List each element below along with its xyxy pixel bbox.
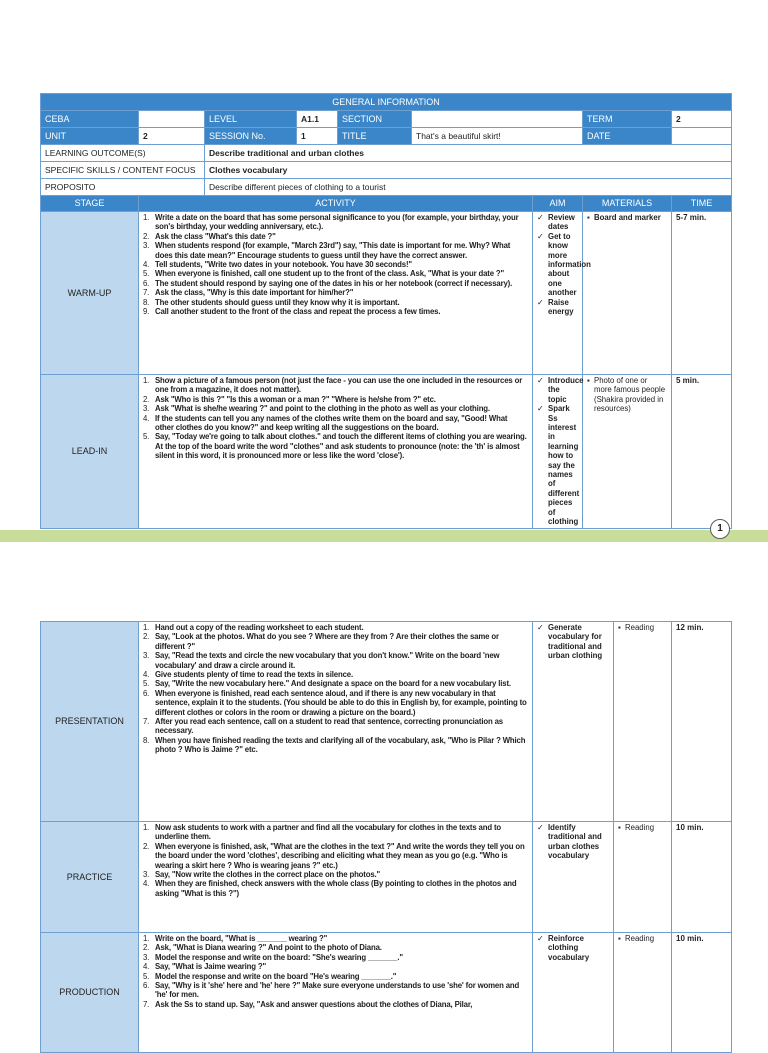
step-text: Say, "Now write the clothes in the correct place on the photos." — [155, 870, 381, 880]
activity-step — [143, 432, 528, 460]
activity-step — [143, 842, 528, 870]
bullet-icon: ▪ — [587, 376, 590, 385]
aim-cell — [533, 933, 614, 1053]
step-number: 4. — [143, 962, 150, 972]
step-number: 3. — [143, 870, 150, 880]
step-number: 1. — [143, 934, 150, 943]
step-number: 9. — [143, 307, 150, 317]
material-text: Reading — [625, 934, 655, 943]
aim-list — [537, 934, 609, 962]
time-value: 10 min. — [672, 933, 732, 1053]
aim-cell — [533, 822, 614, 933]
aim-text: Get to know more information about one another — [548, 231, 591, 298]
activity-step — [143, 670, 528, 679]
proposito-label: PROPOSITO — [41, 179, 205, 196]
step-text: Ask the class "What's this date ?" — [155, 231, 276, 241]
presentation-row — [41, 622, 732, 822]
step-text: Say, "Today we're going to talk about clothes." and touch the different items of clothing you are wearing. At the top of the board write the word "clothes" and ask students to pronounce (note: the 'th' is almost silent in this word, it is pronounced more or less like the word 'close'). — [155, 432, 527, 461]
check-mark-icon: ✓ — [537, 404, 544, 414]
activity-step — [143, 1000, 528, 1009]
aim-item — [537, 376, 584, 404]
step-number: 7. — [143, 717, 150, 727]
specific-skills-label: SPECIFIC SKILLS / CONTENT FOCUS — [41, 162, 205, 179]
activity-step — [143, 307, 528, 316]
materials-list — [587, 213, 667, 222]
materials-cell — [614, 822, 672, 933]
time-column-header: TIME — [672, 196, 732, 212]
step-text: Say, "Write the new vocabulary here." And designate a space on the board for a new vocabulary list. — [155, 679, 511, 689]
materials-cell — [614, 933, 672, 1053]
activity-step — [143, 934, 528, 943]
activity-cell — [139, 622, 533, 822]
material-item — [618, 934, 667, 943]
aim-item — [537, 213, 578, 232]
step-number: 4. — [143, 670, 150, 680]
step-text: Call another student to the front of the class and repeat the process a few times. — [155, 307, 441, 317]
page-number: 1 — [710, 519, 730, 539]
lesson-plan-table-page1 — [40, 93, 732, 529]
aim-item — [537, 623, 609, 661]
bullet-icon: ▪ — [618, 823, 621, 832]
aim-item — [537, 231, 591, 298]
ceba-label: CEBA — [41, 111, 139, 128]
activity-step — [143, 414, 528, 433]
aim-item — [537, 298, 578, 317]
section-value — [412, 111, 583, 128]
step-text: Write on the board, "What is _______ wearing ?" — [155, 934, 328, 943]
material-text: Reading — [625, 823, 655, 832]
time-value: 5 min. — [672, 375, 732, 529]
aim-cell — [533, 375, 583, 529]
activity-steps — [143, 934, 528, 1009]
activity-steps — [143, 376, 528, 461]
step-number: 5. — [143, 269, 150, 279]
step-text: Say, "Look at the photos. What do you see ? Where are they from ? Are their clothes the same or different ?" — [155, 632, 499, 651]
activity-step — [143, 679, 528, 688]
check-mark-icon: ✓ — [537, 213, 544, 222]
step-number: 8. — [143, 297, 150, 307]
step-number: 1. — [143, 623, 150, 632]
bullet-icon: ▪ — [618, 623, 621, 632]
step-text: Ask, "What is Diana wearing ?" And point to the photo of Diana. — [155, 943, 382, 953]
activity-step — [143, 823, 528, 842]
step-number: 8. — [143, 735, 150, 745]
step-number: 7. — [143, 999, 150, 1009]
aim-text: Raise energy — [548, 297, 574, 317]
activity-step — [143, 376, 528, 395]
step-text: Ask "Who is this ?" "Is this a woman or a man ?" "Where is he/she from ?" etc. — [155, 394, 436, 404]
aim-text: Spark Ss interest in learning how to say the names of different pieces of clothing — [548, 404, 580, 527]
level-value: A1.1 — [297, 111, 338, 128]
material-item — [618, 823, 667, 832]
aim-cell — [533, 212, 591, 375]
activity-step — [143, 943, 528, 952]
step-number: 5. — [143, 971, 150, 981]
materials-list — [618, 623, 667, 632]
step-text: After you read each sentence, call on a student to read that sentence, correcting pronunciation as necessary. — [155, 717, 503, 736]
step-text: When students respond (for example, "March 23rd") say, "This date is important for me. Why? What does this date mean?" Encourage students to guess until they have the correct answer. — [155, 241, 511, 260]
step-text: Write a date on the board that has some personal significance to you (for example, your birthday, your son's birthday, your wedding anniversary, etc.). — [155, 213, 519, 232]
step-number: 7. — [143, 288, 150, 298]
check-mark-icon: ✓ — [537, 934, 544, 943]
step-text: Tell students, "Write two dates in your notebook. You have 30 seconds!" — [155, 260, 412, 270]
check-mark-icon: ✓ — [537, 297, 544, 307]
step-number: 2. — [143, 231, 150, 241]
materials-cell — [583, 375, 672, 529]
level-label: LEVEL — [205, 111, 297, 128]
step-number: 4. — [143, 879, 150, 889]
step-text: If the students can tell you any names of the clothes write them on the board and say, "Good! What other clothes do you know?" and keep writing all the suggestions on the board. — [155, 413, 508, 433]
step-text: Show a picture of a famous person (not just the face - you can use the one included in the resources or one from a magazine, it does not matter). — [155, 376, 523, 395]
materials-column-header: MATERIALS — [583, 196, 672, 212]
step-number: 1. — [143, 823, 150, 832]
step-text: The student should respond by saying one of the dates in his or her notebook (correct if necessary). — [155, 278, 513, 288]
step-text: When they are finished, check answers with the whole class (By pointing to clothes in the photos and asking "What is this ?") — [155, 879, 517, 898]
aim-cell — [533, 622, 614, 822]
activity-step — [143, 269, 528, 278]
time-value: 10 min. — [672, 822, 732, 933]
activity-step — [143, 395, 528, 404]
activity-step — [143, 972, 528, 981]
aim-item — [537, 934, 609, 962]
step-text: When everyone is finished, call one student up to the front of the class. Ask, "What is your date ?" — [155, 269, 505, 279]
check-mark-icon: ✓ — [537, 376, 544, 385]
materials-cell — [614, 622, 672, 822]
aim-item — [537, 823, 609, 861]
check-mark-icon: ✓ — [537, 823, 544, 832]
footer-band — [0, 530, 768, 542]
activity-step — [143, 651, 528, 670]
step-number: 2. — [143, 943, 150, 953]
step-text: When you have finished reading the texts and clarifying all of the vocabulary, ask, "Who is Pilar ? Which photo ? Who is Jaime ?" etc. — [155, 735, 526, 755]
proposito-value: Describe different pieces of clothing to a tourist — [205, 179, 732, 196]
step-text: Say, "Why is it 'she' here and 'he' here ?" Make sure everyone understands to use 'she' for women and 'he' for men. — [155, 981, 520, 1000]
step-number: 2. — [143, 841, 150, 851]
activity-step — [143, 404, 528, 413]
aim-text: Review dates — [548, 213, 575, 232]
check-mark-icon: ✓ — [537, 623, 544, 632]
aim-list — [537, 623, 609, 661]
step-number: 3. — [143, 404, 150, 414]
check-mark-icon: ✓ — [537, 231, 544, 241]
stage-label: PRESENTATION — [41, 622, 139, 822]
step-number: 2. — [143, 394, 150, 404]
aim-list — [537, 823, 609, 861]
step-text: The other students should guess until they know why it is important. — [155, 297, 400, 307]
step-number: 5. — [143, 679, 150, 689]
time-value: 5-7 min. — [672, 212, 732, 375]
step-text: When everyone is finished, ask, "What are the clothes in the text ?" And write the words they tell you on the board under the word 'clothes', describing and eliciting what they mean as you go (e.g. "Who is wearing a skirt here ? Who is wearing jeans ?" etc.) — [155, 841, 525, 870]
step-text: Ask the class, "Why is this date important for him/her?" — [155, 288, 354, 298]
activity-step — [143, 981, 528, 1000]
warmup-row — [41, 212, 732, 375]
material-text: Photo of one or more famous people (Shakira provided in resources) — [594, 376, 666, 414]
step-number: 3. — [143, 241, 150, 251]
term-value: 2 — [672, 111, 732, 128]
step-number: 3. — [143, 952, 150, 962]
specific-skills-value: Clothes vocabulary — [205, 162, 732, 179]
step-number: 5. — [143, 432, 150, 442]
activity-step — [143, 689, 528, 717]
session-value: 1 — [297, 128, 338, 145]
aim-text: Generate vocabulary for traditional and urban clothing — [548, 623, 603, 661]
bullet-icon: ▪ — [587, 213, 590, 222]
date-value — [672, 128, 732, 145]
step-text: Ask "What is she/he wearing ?" and point to the clothing in the photo as well as your clothing. — [155, 404, 490, 414]
session-label: SESSION No. — [205, 128, 297, 145]
activity-step — [143, 736, 528, 755]
material-item — [587, 213, 667, 222]
stage-label: LEAD-IN — [41, 375, 139, 529]
step-number: 6. — [143, 278, 150, 288]
materials-list — [618, 823, 667, 832]
step-text: Now ask students to work with a partner and find all the vocabulary for clothes in the texts and to underline them. — [155, 823, 502, 842]
learning-outcome-label: LEARNING OUTCOME(S) — [41, 145, 205, 162]
stage-label: PRODUCTION — [41, 933, 139, 1053]
aim-column-header: AIM — [533, 196, 583, 212]
step-number: 6. — [143, 688, 150, 698]
step-number: 2. — [143, 632, 150, 642]
stage-label: PRACTICE — [41, 822, 139, 933]
step-text: Say, "Read the texts and circle the new vocabulary that you don't know." Write on the board 'new vocabulary' and draw a circle around it. — [155, 651, 500, 670]
material-text: Board and marker — [594, 213, 661, 222]
step-text: Model the response and write on the board "He's wearing _______." — [155, 971, 397, 981]
stage-label: WARM-UP — [41, 212, 139, 375]
activity-step — [143, 879, 528, 898]
step-text: Model the response and write on the board: "She's wearing _______." — [155, 952, 403, 962]
activity-step — [143, 962, 528, 971]
term-label: TERM — [583, 111, 672, 128]
activity-steps — [143, 823, 528, 898]
activity-cell — [139, 212, 533, 375]
step-number: 4. — [143, 260, 150, 270]
step-number: 3. — [143, 651, 150, 661]
activity-cell — [139, 822, 533, 933]
date-label: DATE — [583, 128, 672, 145]
production-row — [41, 933, 732, 1053]
activity-cell — [139, 933, 533, 1053]
leadin-row — [41, 375, 732, 529]
step-number: 1. — [143, 376, 150, 385]
step-number: 4. — [143, 413, 150, 423]
time-value: 12 min. — [672, 622, 732, 822]
lesson-plan-table-page2 — [40, 621, 732, 1053]
aim-item — [537, 404, 578, 526]
title-label: TITLE — [338, 128, 412, 145]
activity-step — [143, 279, 528, 288]
step-number: 6. — [143, 981, 150, 991]
step-text: Give students plenty of time to read the texts in silence. — [155, 670, 353, 680]
activity-step — [143, 870, 528, 879]
activity-step — [143, 632, 528, 651]
activity-step — [143, 298, 528, 307]
material-item — [587, 376, 667, 414]
unit-label: UNIT — [41, 128, 139, 145]
activity-cell — [139, 375, 533, 529]
general-information-header: GENERAL INFORMATION — [41, 94, 732, 111]
activity-steps — [143, 623, 528, 755]
stage-column-header: STAGE — [41, 196, 139, 212]
step-text: Hand out a copy of the reading worksheet to each student. — [155, 623, 364, 632]
activity-step — [143, 288, 528, 297]
title-value: That's a beautiful skirt! — [412, 128, 583, 145]
practice-row — [41, 822, 732, 933]
activity-step — [143, 260, 528, 269]
step-text: When everyone is finished, read each sentence aloud, and if there is any new vocabulary in that sentence, explain it to the students. (You should be able to do this in English by, for example, pointing to different clothes or colors in the room or drawing a picture on the board.) — [155, 688, 527, 717]
bullet-icon: ▪ — [618, 934, 621, 943]
activity-step — [143, 241, 528, 260]
aim-list — [537, 213, 591, 317]
aim-text: Introduce the topic — [548, 376, 584, 404]
material-text: Reading — [625, 623, 655, 632]
aim-list — [537, 376, 584, 527]
activity-steps — [143, 213, 528, 316]
ceba-value — [139, 111, 205, 128]
activity-step — [143, 953, 528, 962]
materials-cell — [583, 212, 672, 375]
aim-text: Identify traditional and urban clothes vocabulary — [548, 823, 602, 861]
material-item — [618, 623, 667, 632]
step-text: Ask the Ss to stand up. Say, "Ask and answer questions about the clothes of Diana, Pilar, — [155, 999, 473, 1009]
learning-outcome-value: Describe traditional and urban clothes — [205, 145, 732, 162]
section-label: SECTION — [338, 111, 412, 128]
activity-step — [143, 232, 528, 241]
activity-step — [143, 623, 528, 632]
unit-value: 2 — [139, 128, 205, 145]
activity-step — [143, 213, 528, 232]
materials-list — [618, 934, 667, 943]
activity-step — [143, 717, 528, 736]
materials-list — [587, 376, 667, 414]
activity-column-header: ACTIVITY — [139, 196, 533, 212]
step-number: 1. — [143, 213, 150, 222]
aim-text: Reinforce clothing vocabulary — [548, 934, 590, 962]
step-text: Say, "What is Jaime wearing ?" — [155, 962, 267, 972]
